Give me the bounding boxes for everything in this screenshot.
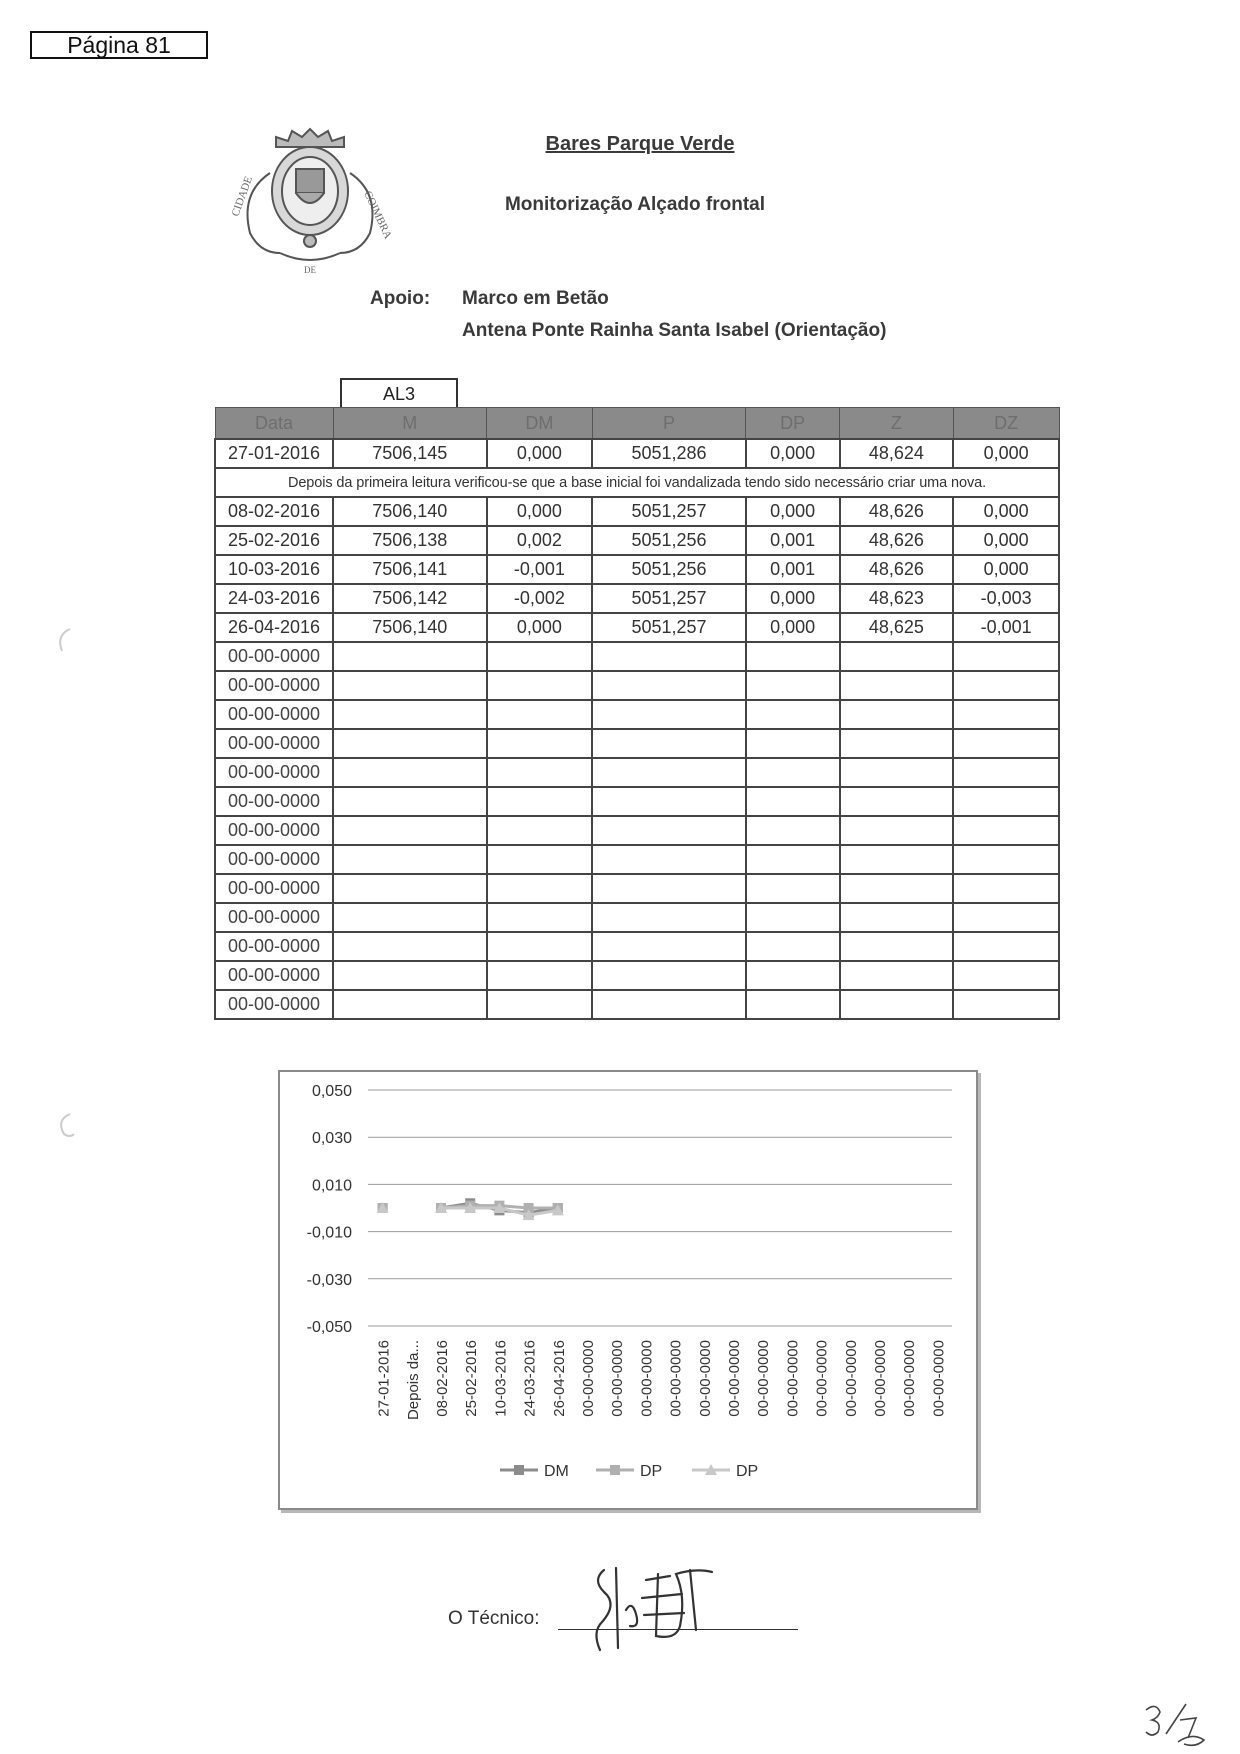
- table-row-empty: [215, 874, 1059, 903]
- table-cell: -0,001: [953, 613, 1059, 642]
- table-cell: 00-00-0000: [215, 874, 333, 903]
- table-cell: [953, 845, 1059, 874]
- table-cell: 00-00-0000: [215, 700, 333, 729]
- table-body: [215, 439, 1059, 1019]
- document-subtitle: Monitorização Alçado frontal: [504, 194, 766, 215]
- table-cell: [840, 700, 954, 729]
- chart-y-tick-label: 0,010: [311, 1177, 352, 1195]
- table-cell: [333, 990, 487, 1019]
- table-cell: 0,000: [746, 584, 840, 613]
- table-cell: [953, 787, 1059, 816]
- table-cell: 27-01-2016: [215, 439, 333, 468]
- table-cell: [746, 816, 840, 845]
- table-row: [215, 526, 1059, 555]
- table-cell: [840, 729, 954, 758]
- chart-x-tick-label: 00-00-0000: [609, 1340, 627, 1417]
- table-cell: [487, 729, 593, 758]
- legend-label: DM: [544, 1463, 569, 1480]
- coat-of-arms-logo: [226, 123, 394, 277]
- chart-x-tick-label: 25-02-2016: [463, 1340, 481, 1417]
- chart-y-tick-label: -0,030: [306, 1271, 352, 1289]
- table-header-row: [215, 408, 1059, 440]
- table-cell: [487, 845, 593, 874]
- table-cell: [487, 700, 593, 729]
- table-cell: [953, 671, 1059, 700]
- chart-x-tick-label: 00-00-0000: [930, 1340, 948, 1417]
- table-row-empty: [215, 758, 1059, 787]
- readings-table: [214, 407, 1060, 1020]
- table-cell: [592, 787, 746, 816]
- table-cell: 0,000: [746, 497, 840, 526]
- column-header: M: [333, 408, 487, 440]
- table-cell: [746, 758, 840, 787]
- table-cell: 5051,257: [592, 584, 746, 613]
- table-cell: [592, 642, 746, 671]
- table-cell: [840, 671, 954, 700]
- table-cell: [953, 874, 1059, 903]
- table-cell: 08-02-2016: [215, 497, 333, 526]
- table-cell: [746, 845, 840, 874]
- table-cell: [953, 903, 1059, 932]
- table-cell: 48,624: [840, 439, 954, 468]
- table-cell: 7506,140: [333, 497, 487, 526]
- table-cell: 0,000: [953, 439, 1059, 468]
- table-cell: 7506,138: [333, 526, 487, 555]
- table-cell: 5051,257: [592, 613, 746, 642]
- chart-canvas: [280, 1072, 976, 1508]
- chart-y-tick-label: -0,010: [306, 1224, 352, 1242]
- svg-text:COIMBRA: COIMBRA: [361, 189, 394, 241]
- table-cell: -0,001: [487, 555, 593, 584]
- table-row-empty: [215, 671, 1059, 700]
- table-cell: 0,000: [746, 439, 840, 468]
- chart-x-tick-label: 10-03-2016: [492, 1340, 510, 1417]
- table-row-empty: [215, 700, 1059, 729]
- table-cell: 0,001: [746, 555, 840, 584]
- svg-text:DE: DE: [304, 265, 316, 275]
- table-cell: 48,623: [840, 584, 954, 613]
- technician-label: O Técnico:: [448, 1608, 540, 1629]
- table-cell: [333, 729, 487, 758]
- chart-x-tick-label: 00-00-0000: [813, 1340, 831, 1417]
- table-cell: [592, 874, 746, 903]
- table-cell: 0,002: [487, 526, 593, 555]
- table-cell: 00-00-0000: [215, 961, 333, 990]
- table-cell: 25-02-2016: [215, 526, 333, 555]
- table-cell: [333, 700, 487, 729]
- column-header: DZ: [953, 408, 1059, 440]
- column-header: DP: [746, 408, 840, 440]
- table-cell: 7506,142: [333, 584, 487, 613]
- table-row-empty: [215, 787, 1059, 816]
- legend-swatch-marker: [514, 1465, 524, 1475]
- table-cell: [333, 845, 487, 874]
- table-cell: [746, 700, 840, 729]
- table-cell: [333, 903, 487, 932]
- table-cell: 7506,145: [333, 439, 487, 468]
- table-cell: [746, 671, 840, 700]
- handwritten-signature: [586, 1560, 726, 1655]
- column-header: Z: [840, 408, 954, 440]
- column-header: DM: [487, 408, 593, 440]
- table-cell: -0,003: [953, 584, 1059, 613]
- table-cell: [487, 816, 593, 845]
- table-cell: [953, 729, 1059, 758]
- table-cell: 24-03-2016: [215, 584, 333, 613]
- chart-x-tick-label: 24-03-2016: [521, 1340, 539, 1417]
- table-cell: [746, 874, 840, 903]
- scan-mark: [52, 625, 76, 653]
- table-cell: 5051,286: [592, 439, 746, 468]
- table-cell: [953, 642, 1059, 671]
- table-cell: [487, 758, 593, 787]
- table-row-empty: [215, 729, 1059, 758]
- table-cell: [333, 758, 487, 787]
- page-rubric: [1140, 1700, 1210, 1748]
- table-cell: [592, 700, 746, 729]
- table-cell: [840, 787, 954, 816]
- table-cell: 7506,140: [333, 613, 487, 642]
- deviation-chart: [278, 1070, 978, 1510]
- chart-x-tick-label: 00-00-0000: [726, 1340, 743, 1417]
- table-cell: 0,000: [487, 497, 593, 526]
- table-cell: [953, 990, 1059, 1019]
- table-cell: [592, 990, 746, 1019]
- table-cell: [487, 874, 593, 903]
- scan-mark: [52, 1110, 76, 1138]
- table-cell: 00-00-0000: [215, 903, 333, 932]
- chart-x-tick-label: 00-00-0000: [842, 1340, 860, 1417]
- chart-x-tick-label: 00-00-0000: [784, 1340, 802, 1417]
- table-cell: [592, 729, 746, 758]
- svg-text:CIDADE: CIDADE: [229, 174, 256, 219]
- table-cell: 5051,256: [592, 526, 746, 555]
- table-cell: [840, 758, 954, 787]
- group-label-al3: AL3: [340, 378, 458, 407]
- table-row-empty: [215, 932, 1059, 961]
- table-cell: [746, 787, 840, 816]
- table-cell: [840, 961, 954, 990]
- legend-label: DP: [640, 1463, 663, 1480]
- table-cell: [487, 903, 593, 932]
- table-row-empty: [215, 816, 1059, 845]
- chart-x-tick-label: 27-01-2016: [375, 1340, 393, 1417]
- table-cell: [487, 671, 593, 700]
- table-cell: 48,626: [840, 526, 954, 555]
- document-title: Bares Parque Verde: [545, 133, 735, 155]
- table-cell: [333, 874, 487, 903]
- table-cell: 48,626: [840, 555, 954, 584]
- chart-y-tick-label: -0,050: [306, 1319, 352, 1336]
- apoio-label: Apoio:: [370, 288, 431, 309]
- table-row: [215, 613, 1059, 642]
- table-cell: [487, 961, 593, 990]
- table-cell: [840, 874, 954, 903]
- table-cell: [592, 903, 746, 932]
- table-cell: [840, 642, 954, 671]
- table-cell: 00-00-0000: [215, 932, 333, 961]
- apoio-value-2: Antena Ponte Rainha Santa Isabel (Orientação): [462, 320, 887, 341]
- table-cell: 00-00-0000: [215, 729, 333, 758]
- chart-x-tick-label: 00-00-0000: [901, 1340, 919, 1417]
- chart-x-tick-label: Depois da...: [404, 1340, 422, 1421]
- table-cell: [953, 932, 1059, 961]
- table-cell: 00-00-0000: [215, 671, 333, 700]
- table-cell: 0,000: [487, 613, 593, 642]
- table-cell: [746, 932, 840, 961]
- table-cell: [746, 990, 840, 1019]
- table-note: Depois da primeira leitura verificou-se que a base inicial foi vandalizada tendo sido necessário criar uma nova.: [215, 468, 1059, 497]
- table-cell: [592, 671, 746, 700]
- table-cell: 5051,257: [592, 497, 746, 526]
- chart-x-tick-label: 26-04-2016: [550, 1340, 568, 1417]
- table-cell: 00-00-0000: [215, 816, 333, 845]
- chart-x-tick-label: 08-02-2016: [434, 1340, 451, 1417]
- table-cell: [840, 845, 954, 874]
- table-row-empty: [215, 903, 1059, 932]
- table-cell: [592, 816, 746, 845]
- table-cell: [333, 816, 487, 845]
- table-cell: 0,000: [953, 555, 1059, 584]
- column-header: Data: [215, 408, 333, 440]
- table-cell: [487, 787, 593, 816]
- table-cell: [333, 932, 487, 961]
- table-cell: 5051,256: [592, 555, 746, 584]
- table-cell: [592, 758, 746, 787]
- table-cell: [487, 990, 593, 1019]
- chart-y-tick-label: 0,050: [311, 1083, 352, 1100]
- table-cell: [333, 787, 487, 816]
- chart-x-tick-label: 00-00-0000: [872, 1340, 889, 1417]
- table-cell: [487, 932, 593, 961]
- table-cell: [840, 932, 954, 961]
- table-cell: 0,000: [953, 497, 1059, 526]
- table-cell: [333, 961, 487, 990]
- table-row: [215, 439, 1059, 468]
- table-cell: [746, 642, 840, 671]
- chart-y-tick-label: 0,030: [311, 1130, 352, 1148]
- table-cell: [840, 903, 954, 932]
- chart-x-tick-label: 00-00-0000: [696, 1340, 714, 1417]
- table-cell: [840, 816, 954, 845]
- table-cell: 00-00-0000: [215, 787, 333, 816]
- table-cell: 7506,141: [333, 555, 487, 584]
- table-cell: 00-00-0000: [215, 642, 333, 671]
- table-cell: -0,002: [487, 584, 593, 613]
- table-cell: [953, 961, 1059, 990]
- table-cell: [333, 671, 487, 700]
- table-cell: [840, 990, 954, 1019]
- column-header: P: [592, 408, 746, 440]
- table-cell: [333, 642, 487, 671]
- table-cell: [746, 903, 840, 932]
- table-cell: [746, 961, 840, 990]
- page-label: Página 81: [30, 31, 208, 59]
- table-cell: 48,625: [840, 613, 954, 642]
- chart-x-tick-label: 00-00-0000: [638, 1340, 656, 1417]
- table-row: [215, 555, 1059, 584]
- table-cell: 10-03-2016: [215, 555, 333, 584]
- table-cell: [592, 845, 746, 874]
- table-cell: 0,001: [746, 526, 840, 555]
- chart-x-tick-label: 00-00-0000: [667, 1340, 685, 1417]
- table-cell: [487, 642, 593, 671]
- table-cell: 0,000: [746, 613, 840, 642]
- table-cell: [953, 700, 1059, 729]
- table-note-row: [215, 468, 1059, 497]
- table-row: [215, 497, 1059, 526]
- table-cell: 26-04-2016: [215, 613, 333, 642]
- table-cell: [592, 932, 746, 961]
- chart-x-tick-label: 00-00-0000: [755, 1340, 773, 1417]
- table-cell: 00-00-0000: [215, 845, 333, 874]
- table-cell: [953, 758, 1059, 787]
- table-row: [215, 584, 1059, 613]
- chart-x-tick-label: 00-00-0000: [580, 1340, 597, 1417]
- table-row-empty: [215, 961, 1059, 990]
- apoio-value-1: Marco em Betão: [462, 288, 609, 309]
- table-row-empty: [215, 642, 1059, 671]
- table-cell: 0,000: [487, 439, 593, 468]
- table-cell: 0,000: [953, 526, 1059, 555]
- table-cell: 48,626: [840, 497, 954, 526]
- legend-swatch-marker: [610, 1465, 620, 1475]
- legend-label: DP: [736, 1463, 759, 1480]
- table-row-empty: [215, 845, 1059, 874]
- table-cell: 00-00-0000: [215, 990, 333, 1019]
- table-cell: [746, 729, 840, 758]
- table-cell: [592, 961, 746, 990]
- table-cell: 00-00-0000: [215, 758, 333, 787]
- table-row-empty: [215, 990, 1059, 1019]
- table-cell: [953, 816, 1059, 845]
